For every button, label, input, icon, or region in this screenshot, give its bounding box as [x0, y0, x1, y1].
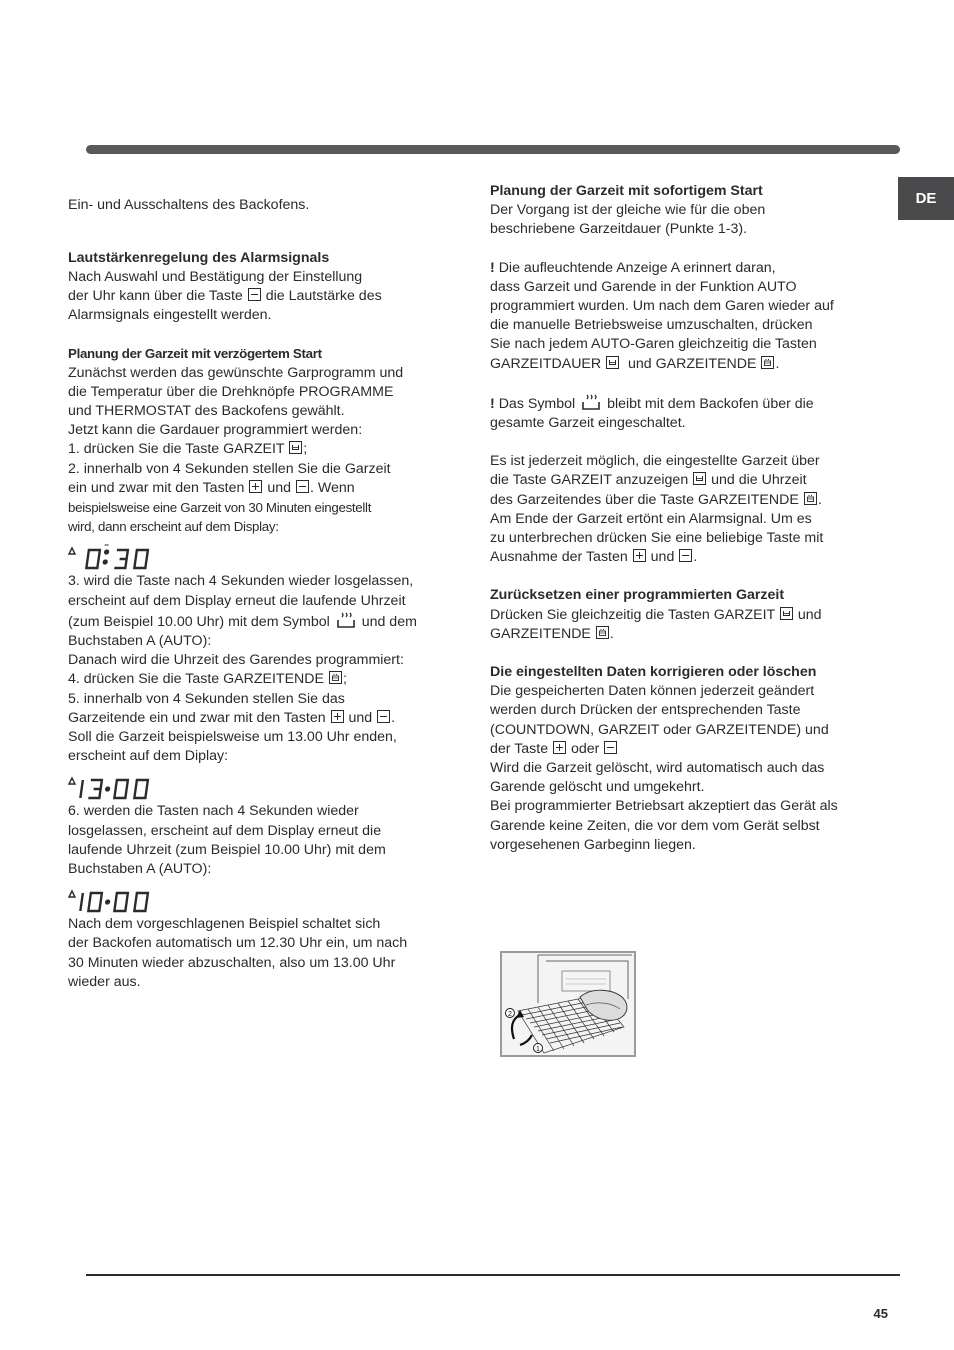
oven-rack-drawing [502, 953, 634, 1055]
step5-line: Soll die Garzeit beispielsweise um 13.00 Uhr enden, [68, 729, 397, 746]
note1-line1: ! Die aufleuchtende Anzeige A erinnert daran, [490, 259, 776, 276]
note1-line: programmiert wurden. Um nach dem Garen wieder auf [490, 298, 834, 315]
step6-line: laufende Uhrzeit (zum Beispiel 10.00 Uhr) mit dem [68, 841, 386, 858]
lcd-display-13-00 [68, 768, 450, 802]
oven-rack-illustration [500, 951, 636, 1057]
lcd-readout [68, 542, 168, 572]
end-time-key-icon [761, 356, 774, 369]
lcd-display-0-30 [68, 538, 450, 572]
step3-line: Danach wird die Uhrzeit des Garendes programmiert: [68, 652, 404, 669]
correct-line: Garende keine Zeiten, die vor dem vom Gerät selbst [490, 817, 820, 834]
reset-line1: Drücken Sie gleichzeitig die Tasten GARZEIT und [490, 606, 822, 623]
note-auto-indicator [490, 259, 872, 374]
delayed-line: und THERMOSTAT des Backofens gewählt. [68, 403, 345, 419]
step3: 3. wird die Taste nach 4 Sekunden wieder losgelassen, [68, 573, 414, 590]
delayed-section [68, 344, 450, 992]
intro-text: Ein- und Ausschaltens des Backofens. [68, 197, 310, 214]
note2-line2: gesamte Garzeit eingeschaltet. [490, 415, 686, 432]
step5: 5. innerhalb von 4 Sekunden stellen Sie das [68, 690, 345, 707]
correct-line: Die gespeicherten Daten können jederzeit geändert [490, 683, 815, 700]
delayed-line: Zunächst werden das gewünschte Garprogramm und [68, 364, 404, 381]
info-line: zu unterbrechen drücken Sie eine beliebige Taste mit [490, 530, 824, 547]
delayed-line: Jetzt kann die Gardauer programmiert werden: [68, 422, 363, 439]
step6-line: losgelassen, erscheint auf dem Display erneut die [68, 822, 382, 839]
correct-line: Garende gelöscht und umgekehrt. [490, 779, 705, 796]
summary-line: der Backofen automatisch um 12.30 Uhr ein, um nach [68, 935, 408, 952]
step4: 4. drücken Sie die Taste GARZEITENDE ; [68, 671, 347, 688]
step6-line: Buchstaben A (AUTO): [68, 861, 212, 878]
delayed-line: die Temperatur über die Drehknöpfe PROGRAMME [68, 383, 394, 400]
plus-key-icon [553, 741, 566, 754]
plus-key-icon [249, 480, 262, 493]
end-time-key-icon [804, 492, 817, 505]
note1-line: die manuelle Betriebsweise umzuschalten, drücken [490, 317, 813, 334]
cook-time-key-icon [780, 607, 793, 620]
right-column [490, 182, 872, 855]
delayed-heading: Planung der Garzeit mit verzögertem Start [68, 346, 322, 362]
left-column [68, 182, 450, 992]
step2: 2. innerhalb von 4 Sekunden stellen Sie die Garzeit [68, 460, 391, 477]
note1-line: Sie nach jedem AUTO-Garen gleichzeitig die Tasten [490, 336, 817, 353]
step5-keys: Garzeitende ein und zwar mit den Tasten und . [68, 709, 396, 726]
callout-2: 2 [508, 1011, 512, 1018]
info-line: Es ist jederzeit möglich, die eingestellte Garzeit über [490, 453, 820, 470]
plus-key-icon [331, 710, 344, 723]
display-info-section [490, 452, 872, 567]
step6-line: 6. werden die Tasten nach 4 Sekunden wieder [68, 803, 359, 820]
correct-line: vorgesehenen Garbeginn liegen. [490, 836, 696, 853]
note1-line: dass Garzeit und Garende in der Funktion AUTO [490, 278, 797, 295]
lcd-readout [68, 772, 168, 802]
immediate-line: Der Vorgang ist der gleiche wie für die oben [490, 202, 766, 219]
cook-time-key-icon [606, 356, 619, 369]
lcd-readout [68, 885, 168, 915]
immediate-line: beschriebene Garzeitdauer (Punkte 1-3). [490, 221, 748, 238]
immediate-section [490, 182, 872, 240]
minus-key-icon [377, 710, 390, 723]
page-number: 45 [873, 1306, 888, 1321]
step2-example: beispielsweise eine Garzeit von 30 Minuten eingestellt [68, 500, 372, 516]
language-tab: DE [898, 177, 954, 220]
summary-line: wieder aus. [68, 973, 141, 990]
lcd-display-10-00 [68, 881, 450, 915]
note2-line1: ! Das Symbol bleibt mit dem Backofen über die [490, 393, 872, 414]
alarm-heading: Lautstärkenregelung des Alarmsignals [68, 249, 330, 266]
correct-section [490, 663, 872, 855]
alarm-section [68, 249, 450, 326]
correct-line: Bei programmierter Betriebsart akzeptiert das Gerät als [490, 798, 838, 815]
reset-heading: Zurücksetzen einer programmierten Garzeit [490, 587, 785, 604]
immediate-heading: Planung der Garzeit mit sofortigem Start [490, 183, 763, 199]
plus-key-icon [633, 549, 646, 562]
step1: 1. drücken Sie die Taste GARZEIT ; [68, 441, 308, 458]
alarm-line3: Alarmsignals eingestellt werden. [68, 307, 272, 324]
end-time-key-icon [596, 626, 609, 639]
steam-pot-icon [336, 611, 356, 630]
minus-key-icon [296, 480, 309, 493]
correct-line4: der Taste oder [490, 740, 872, 759]
step3-line: erscheint auf dem Display erneut die laufende Uhrzeit [68, 592, 406, 609]
reset-section [490, 586, 872, 644]
step3-line: Buchstaben A (AUTO): [68, 633, 212, 650]
correct-line: Wird die Garzeit gelöscht, wird automatisch auch das [490, 760, 825, 777]
info-line3: des Garzeitendes über die Taste GARZEITENDE . [490, 491, 822, 508]
alarm-line1: Nach Auswahl und Bestätigung der Einstellung [68, 268, 363, 285]
step2-example-end: wird, dann erscheint auf dem Display: [68, 519, 279, 535]
note-symbol [490, 393, 872, 433]
cook-time-key-icon [693, 472, 706, 485]
steam-pot-icon [581, 393, 601, 412]
callout-1: 1 [536, 1046, 540, 1053]
minus-key-icon [248, 288, 261, 301]
info-line6: Ausnahme der Tasten und . [490, 549, 698, 566]
info-line2: die Taste GARZEIT anzuzeigen und die Uhrzeit [490, 472, 807, 489]
end-time-key-icon [329, 671, 342, 684]
correct-heading: Die eingestellten Daten korrigieren oder löschen [490, 664, 817, 681]
footer-rule [86, 1274, 900, 1276]
alarm-line2: der Uhr kann über die Taste die Lautstärke des [68, 287, 382, 304]
header-bar [86, 145, 900, 154]
cook-time-key-icon [289, 441, 302, 454]
step3-symbol: (zum Beispiel 10.00 Uhr) mit dem Symbol und dem [68, 611, 450, 632]
step5-line: erscheint auf dem Diplay: [68, 748, 229, 765]
info-line: Am Ende der Garzeit ertönt ein Alarmsignal. Um es [490, 510, 812, 527]
reset-line2: GARZEITENDE . [490, 625, 614, 642]
minus-key-icon [604, 741, 617, 754]
summary-line: 30 Minuten wieder abzuschalten, also um 13.00 Uhr [68, 954, 396, 971]
minus-key-icon [679, 549, 692, 562]
note1-last: GARZEITDAUER und GARZEITENDE . [490, 355, 780, 372]
step2-keys: ein und zwar mit den Tasten und . Wenn [68, 479, 355, 496]
correct-line: (COUNTDOWN, GARZEIT oder GARZEITENDE) und [490, 721, 829, 738]
summary-line: Nach dem vorgeschlagenen Beispiel schaltet sich [68, 916, 381, 933]
correct-line: werden durch Drücken der entsprechenden Taste [490, 702, 801, 719]
